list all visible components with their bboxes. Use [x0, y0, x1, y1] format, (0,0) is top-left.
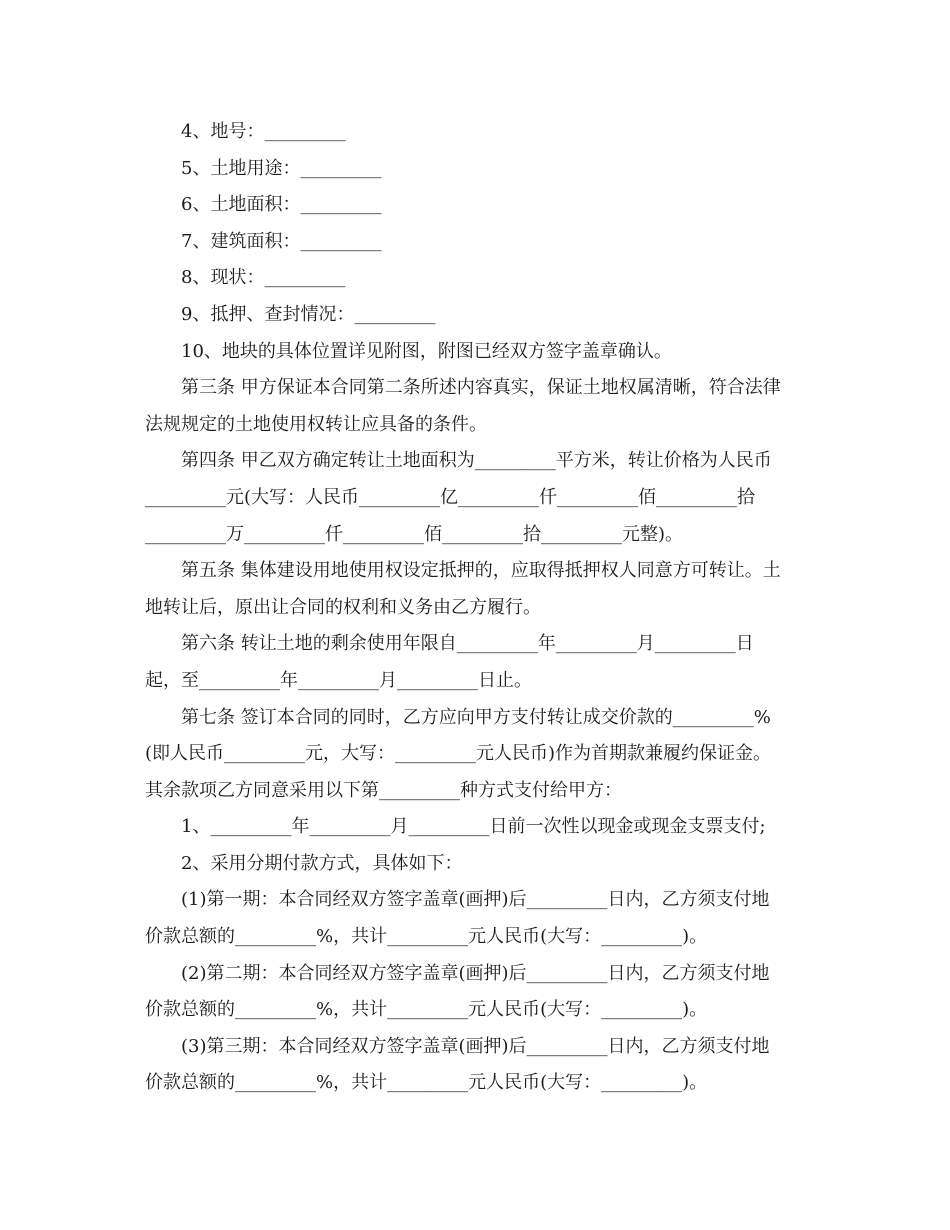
article-5-line-2: 地转让后，原出让合同的权利和义务由乙方履行。	[145, 596, 541, 618]
installment-1-line-1: (1)第一期：本合同经双方签字盖章(画押)后_________日内，乙方须支付地	[181, 889, 770, 911]
article-5-line-1: 第五条 集体建设用地使用权设定抵押的，应取得抵押权人同意方可转让。土	[181, 560, 781, 582]
installment-2-line-1: (2)第二期：本合同经双方签字盖章(画押)后_________日内，乙方须支付地	[181, 962, 770, 984]
item-building-area: 7、建筑面积：_________	[181, 230, 382, 252]
article-4-line-1: 第四条 甲乙双方确定转让土地面积为_________平方米，转让价格为人民币	[181, 450, 772, 472]
article-7-line-3: 其余款项乙方同意采用以下第_________种方式支付给甲方：	[145, 779, 622, 801]
article-7-line-1: 第七条 签订本合同的同时，乙方应向甲方支付转让成交价款的_________%	[181, 706, 771, 728]
article-7-line-2: (即人民币_________元，大写：_________元人民币)作为首期款兼履约保证金。	[145, 743, 772, 765]
item-land-area: 6、土地面积：_________	[181, 194, 382, 216]
article-4-line-2: _________元(大写：人民币_________亿_________仟_________佰_________拾	[145, 486, 756, 508]
installment-2-line-2: 价款总额的_________%，共计_________元人民币(大写：_________)。	[145, 999, 708, 1021]
item-status: 8、现状：_________	[181, 267, 346, 289]
item-location: 10、地块的具体位置详见附图，附图已经双方签字盖章确认。	[181, 340, 672, 362]
article-6-line-2: 起，至_________年_________月_________日止。	[145, 669, 532, 691]
installment-3-line-2: 价款总额的_________%，共计_________元人民币(大写：_________)。	[145, 1072, 708, 1094]
installment-1-line-2: 价款总额的_________%，共计_________元人民币(大写：_________)。	[145, 926, 708, 948]
article-4-line-3: _________万_________仟_________佰_________拾_________元整)。	[145, 523, 684, 545]
article-6-line-1: 第六条 转让土地的剩余使用年限自_________年_________月_________日	[181, 633, 754, 655]
article-3-line-1: 第三条 甲方保证本合同第二条所述内容真实，保证土地权属清晰，符合法律	[181, 377, 781, 399]
contract-body	[145, 114, 805, 1102]
item-land-number: 4、地号：_________	[181, 121, 346, 142]
item-land-use: 5、土地用途：_________	[181, 157, 382, 179]
payment-option-1: 1、_________年_________月_________日前一次性以现金或现金支票支付;	[181, 816, 766, 838]
payment-option-2: 2、采用分期付款方式，具体如下：	[181, 852, 463, 874]
installment-3-line-1: (3)第三期：本合同经双方签字盖章(画押)后_________日内，乙方须支付地	[181, 1035, 770, 1057]
item-mortgage: 9、抵押、查封情况：_________	[181, 303, 436, 325]
article-3-line-2: 法规规定的土地使用权转让应具备的条件。	[145, 413, 487, 435]
